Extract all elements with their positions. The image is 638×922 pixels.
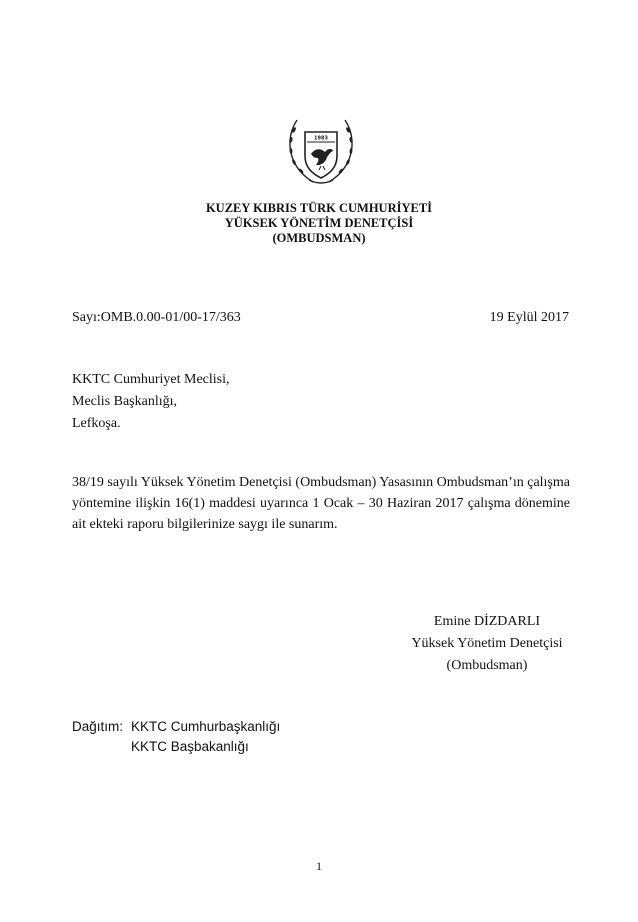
coat-of-arms-icon xyxy=(283,110,359,190)
recipient-line-3: Lefkoşa. xyxy=(72,416,121,431)
signature-title: Yüksek Yönetim Denetçisi xyxy=(411,636,563,651)
svg-text:1983: 1983 xyxy=(314,135,328,142)
body-paragraph: 38/19 sayılı Yüksek Yönetim Denetçisi (Ombudsman) Yasasının Ombudsman’ın çalışma yöntemine ilişkin 16(1) maddesi uyarınca 1 Ocak – 30 Haziran 2017 çalışma dönemine ait ekteki raporu bilgilerinize saygı ile sunarım. xyxy=(72,475,570,532)
page-number: 1 xyxy=(316,859,322,873)
distribution-label: Dağıtım: xyxy=(72,719,124,734)
reference-date: 19 Eylül 2017 xyxy=(489,310,569,325)
header-institution: YÜKSEK YÖNETİM DENETÇİSİ xyxy=(224,216,414,230)
recipient-line-1: KKTC Cumhuriyet Meclisi, xyxy=(72,372,230,387)
distribution-item: KKTC Cumhurbaşkanlığı xyxy=(131,719,281,734)
header-ombudsman: (OMBUDSMAN) xyxy=(272,231,366,245)
recipient-line-2: Meclis Başkanlığı, xyxy=(72,394,177,409)
distribution-item: KKTC Başbakanlığı xyxy=(131,739,249,754)
reference-number: Sayı:OMB.0.00-01/00-17/363 xyxy=(72,310,241,325)
signature-subtitle: (Ombudsman) xyxy=(446,658,528,673)
header-country: KUZEY KIBRIS TÜRK CUMHURİYETİ xyxy=(205,201,433,215)
signature-name: Emine DİZDARLI xyxy=(433,614,541,629)
